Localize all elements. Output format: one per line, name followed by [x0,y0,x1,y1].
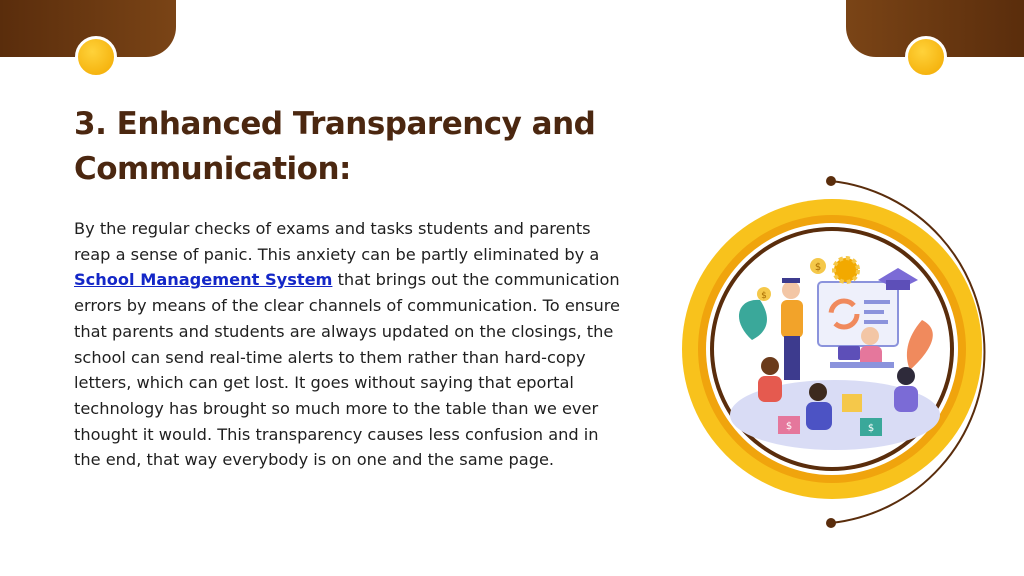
gear-icon [834,258,858,282]
block-teal-symbol: $ [867,423,875,434]
slide-title: 3. Enhanced Transparency and Communication: [74,106,596,187]
teacher-legs [784,336,800,380]
block-pink-symbol: $ [785,421,793,432]
whiteboard-line-1 [864,300,890,304]
woman-head [861,327,879,345]
block-yellow [842,394,862,412]
paragraph-text-end: that brings out the communication errors by means of the clear channels of communication. To ensure that parents and students are always updated on the closings, the school can send real-time alerts to them rather than hard-copy letters, which can get lost. It goes without saying that eportal technology has brought so much more to the table than we ever thought it would. This transparency causes less confusion and in the end, that way everybody is on one and the same page. [74,270,621,470]
desk [830,362,894,368]
student-right-body [894,386,918,412]
student-left-head [761,357,779,375]
graduation-cap-base [886,280,910,290]
student-middle-head [809,383,827,401]
school-management-system-link[interactable]: School Management System [74,270,333,290]
classroom-illustration [660,170,1024,536]
teacher-body [781,300,803,338]
laptop-icon [838,346,860,360]
student-middle-body [806,402,832,430]
teacher-head [782,281,800,299]
student-left-body [758,376,782,402]
body-paragraph [74,216,622,473]
coin-symbol-2: $ [761,291,767,301]
left-gold-dot [75,36,117,78]
paragraph-text-start: By the regular checks of exams and tasks students and parents reap a sense of panic. This anxiety can be partly eliminated by a [74,219,600,264]
whiteboard-line-2 [864,310,884,314]
whiteboard-line-3 [864,320,888,324]
arc-top-dot [826,176,836,186]
coin-symbol-1: $ [814,262,822,273]
arc-bottom-dot [826,518,836,528]
right-gold-dot [905,36,947,78]
student-right-head [897,367,915,385]
teacher-hat [782,278,800,283]
